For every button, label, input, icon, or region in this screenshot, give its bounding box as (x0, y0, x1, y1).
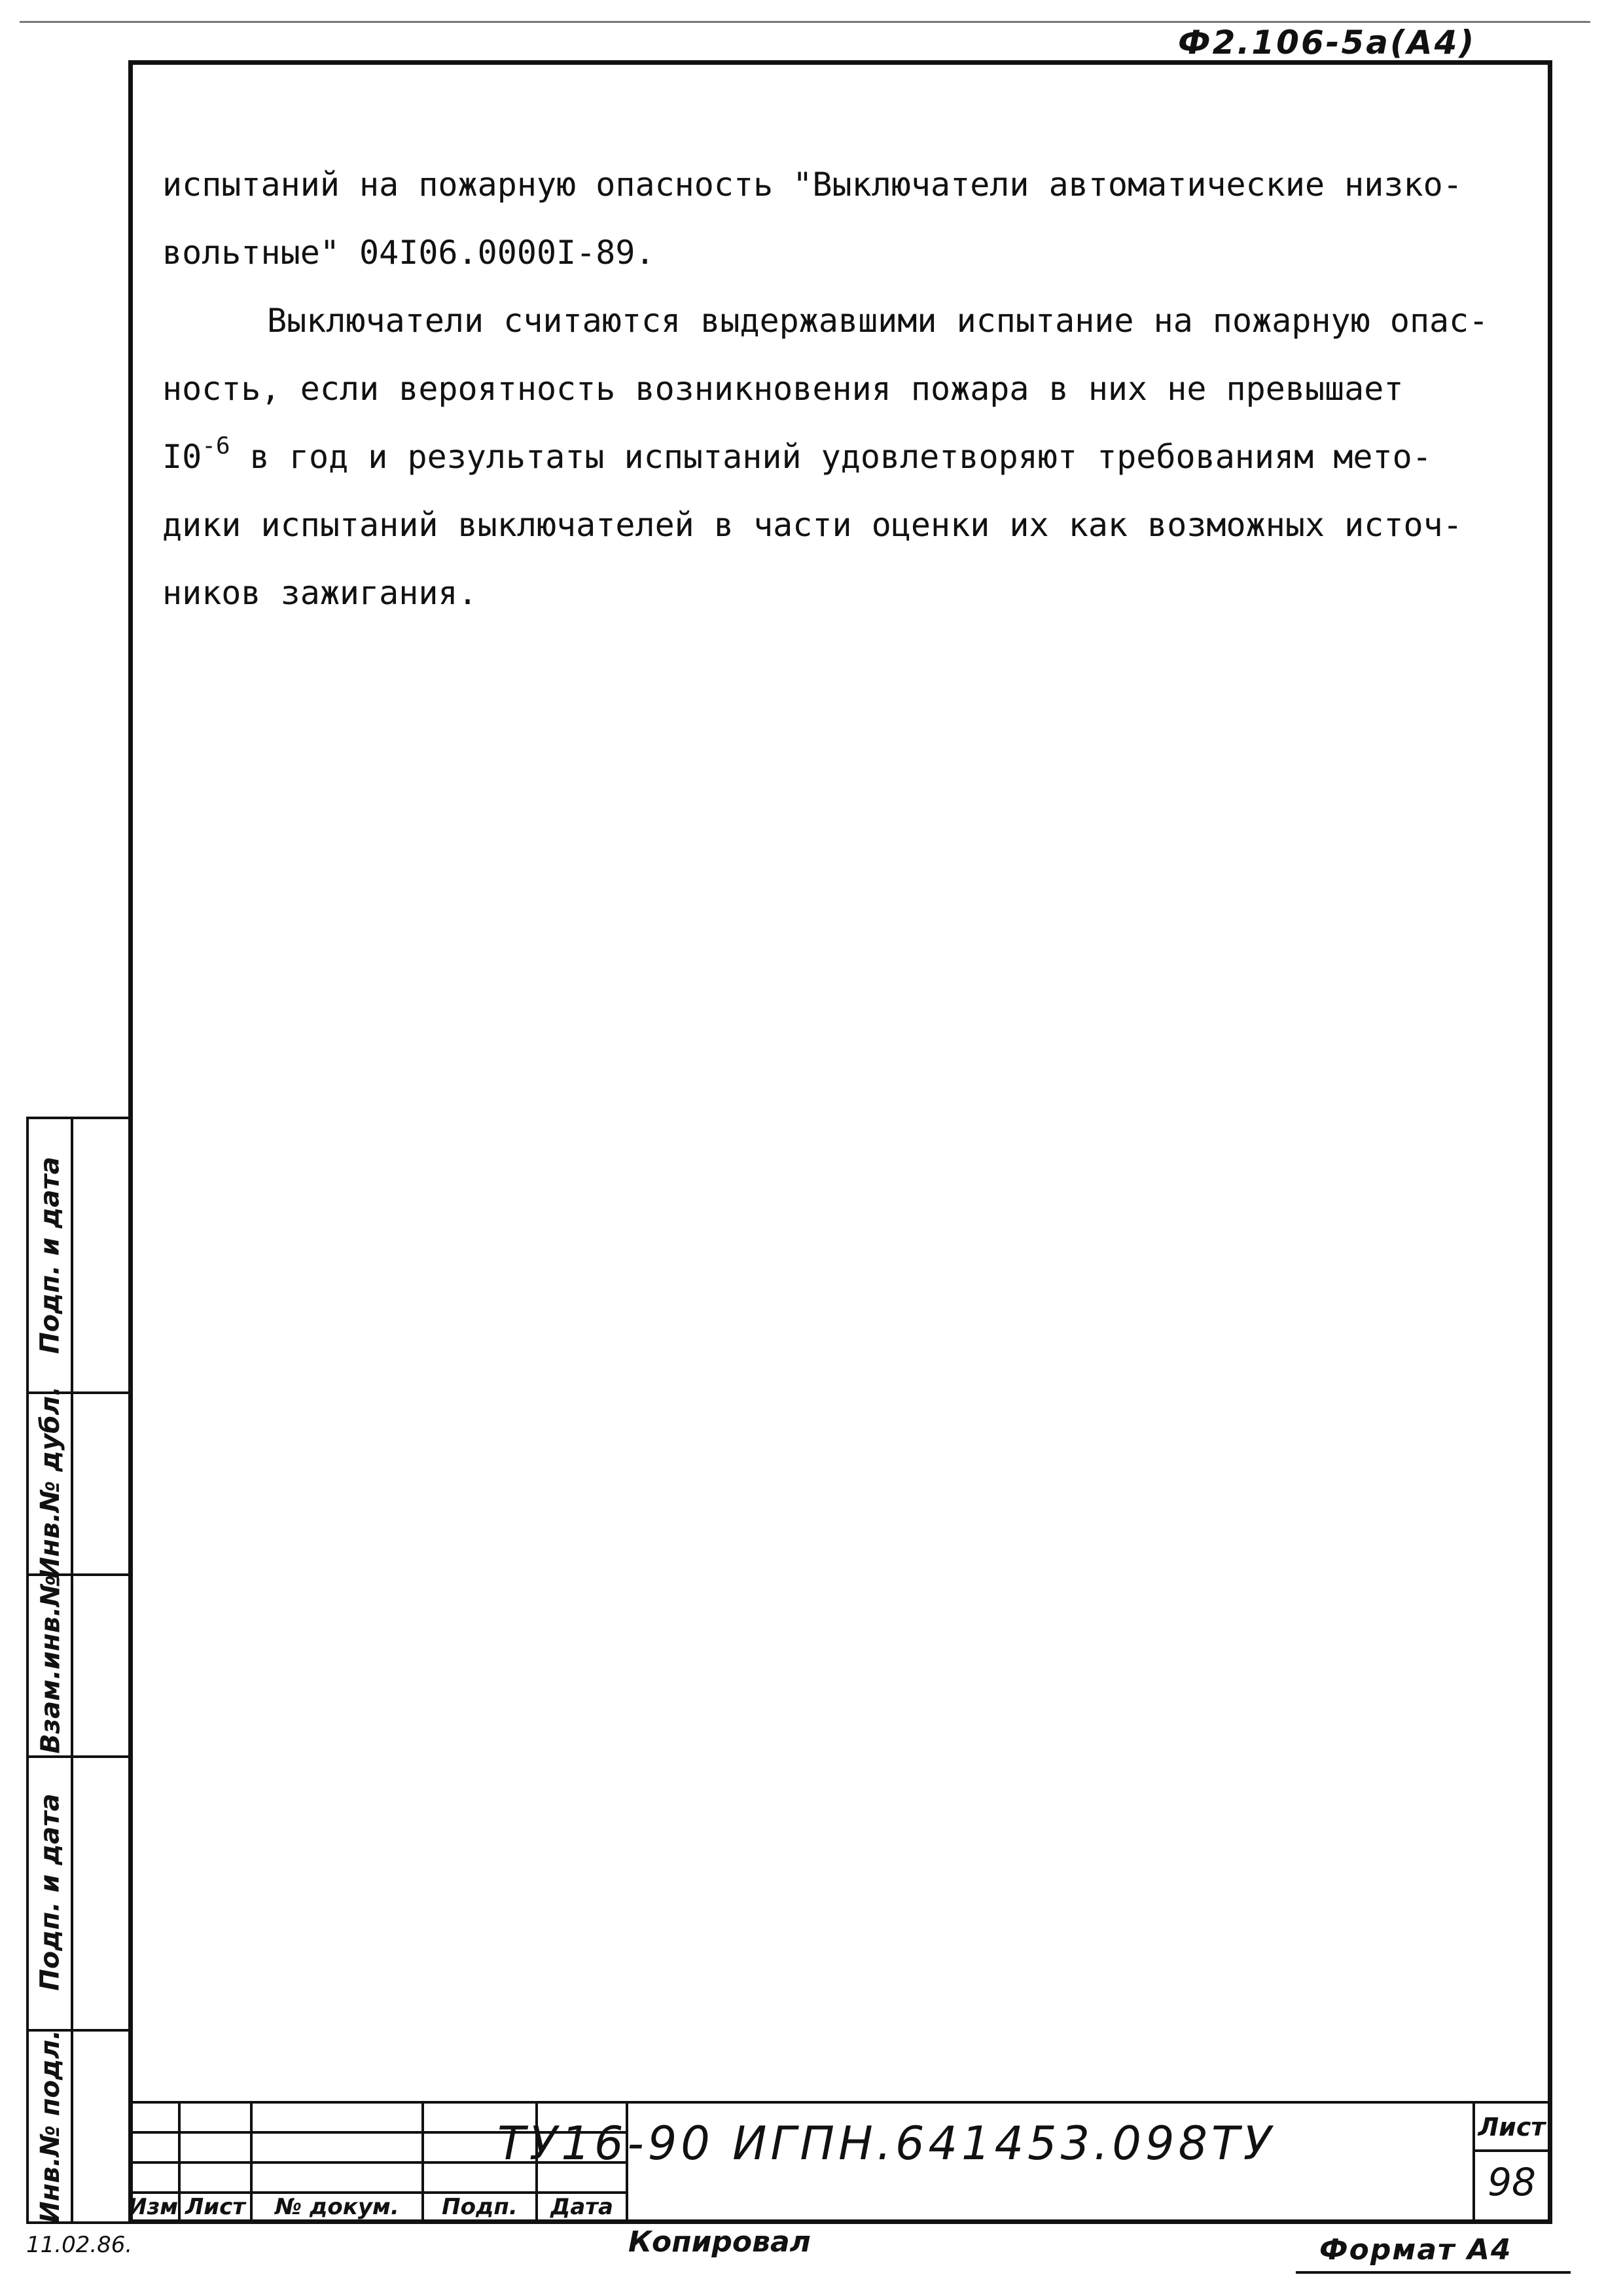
side-label-replace-inv: Взам.инв.№ (35, 1575, 66, 1754)
form-code: Ф2.106-5а(А4) (1178, 24, 1476, 62)
paragraph-2 (162, 287, 1510, 627)
header-change: Изм (128, 2194, 178, 2220)
text-line: испытаний на пожарную опасность "Выключатели автоматические низко- (162, 166, 1463, 204)
side-label-dup-inv: Инв.№ дубл. (35, 1386, 66, 1579)
header-doc-number: № докум. (275, 2194, 399, 2220)
title-block-top-line (128, 2101, 1552, 2104)
copied-label: Копировал (628, 2225, 811, 2259)
side-label-orig-inv: Инв.№ подл. (35, 2030, 65, 2223)
sheet-cell-line (1472, 2149, 1552, 2152)
text-line: ников зажигания. (162, 574, 478, 612)
header-date: Дата (550, 2194, 613, 2220)
format-underline (1296, 2271, 1571, 2274)
text-line: вольтные" 04I06.0000I-89. (162, 234, 655, 272)
top-edge-line (20, 21, 1590, 23)
sheet-number: 98 (1488, 2160, 1536, 2204)
header-signature: Подп. (442, 2194, 518, 2220)
side-stamp (26, 1117, 128, 2224)
document-code: ТУ16-90 ИГПН.641453.098ТУ (497, 2117, 1275, 2170)
text-line: ность, если вероятность возникновения пожара в них не превышает (162, 370, 1404, 408)
paragraph-1 (162, 151, 1510, 287)
text-line: дики испытаний выключателей в части оценки их как возможных источ- (162, 506, 1463, 544)
side-stamp-divider (71, 1119, 73, 2221)
header-sheet: Лист (185, 2194, 245, 2220)
side-label-sign-date-2: Подп. и дата (35, 1793, 66, 1991)
handwritten-note: 11.02.86. (26, 2232, 133, 2258)
text-line: Выключатели считаются выдержавшими испытание на пожарную опас- (267, 302, 1489, 340)
format-label: Формат А4 (1319, 2233, 1512, 2267)
power-exponent: -6 (202, 433, 230, 459)
power-base: I0 (162, 438, 202, 476)
text-line: в год и результаты испытаний удовлетворяют требованиям мето- (230, 438, 1432, 476)
sheet-label: Лист (1478, 2113, 1546, 2142)
body-text (162, 151, 1510, 627)
side-label-sign-date: Подп. и дата (35, 1157, 66, 1354)
